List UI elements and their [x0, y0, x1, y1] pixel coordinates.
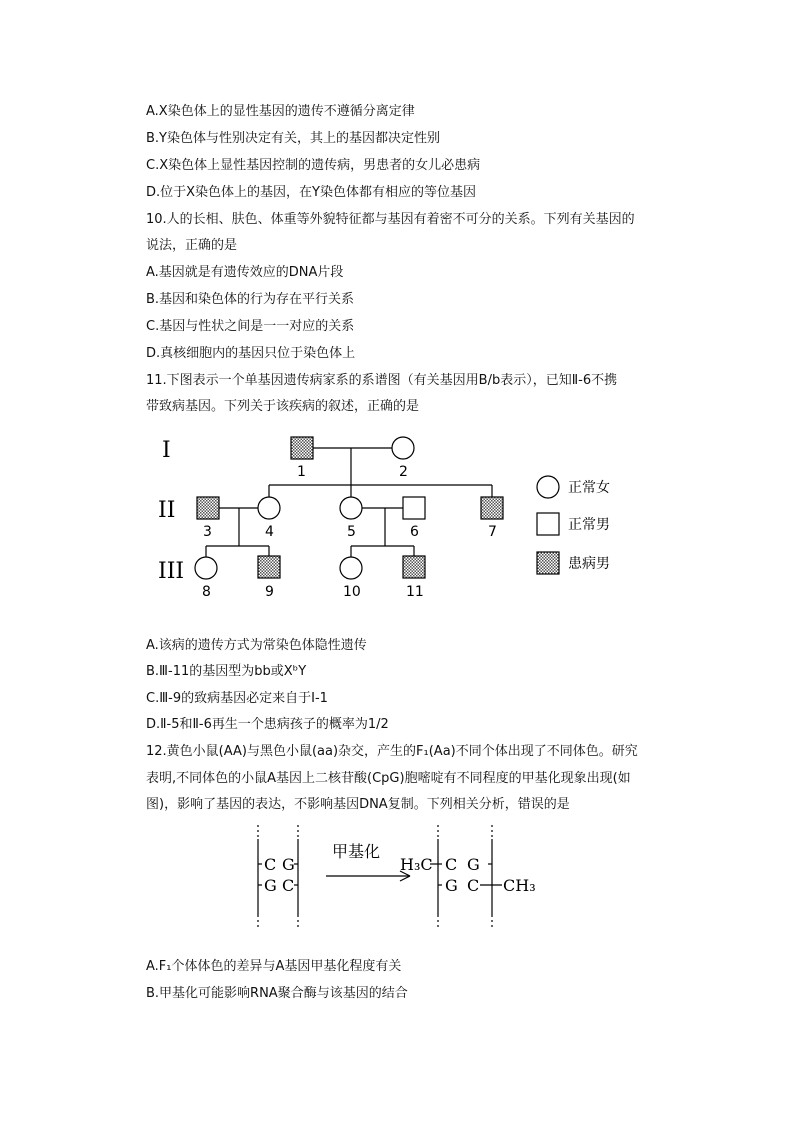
q12-stem-line2: 表明,不同体色的小鼠A基因上二核苷酸(CpG)胞嘧啶有不同程度的甲基化现象出现(如 [146, 771, 631, 786]
individual-number: 6 [410, 524, 419, 540]
individual-4-normal-female [258, 497, 280, 519]
q10-option-a: A.基因就是有遗传效应的DNA片段 [146, 265, 344, 280]
q9-option-c: C.X染色体上显性基因控制的遗传病，男患者的女儿必患病 [146, 158, 481, 173]
individual-number: 1 [297, 464, 306, 480]
individual-9-affected-male [258, 556, 280, 578]
q10-stem-line2: 说法，正确的是 [146, 238, 238, 253]
methylation-diagram [240, 825, 560, 930]
methyl-group-label: CH₃ [503, 876, 536, 895]
q12-stem-line3: 图)，影响了基因的表达，不影响基因DNA复制。下列相关分析，错误的是 [146, 797, 570, 812]
q10-stem-line1: 10.人的长相、肤色、体重等外貌特征都与基因有着密不可分的关系。下列有关基因的 [146, 212, 635, 227]
individual-number: 10 [343, 584, 361, 600]
base-g: G [282, 855, 295, 874]
individual-number: 3 [203, 524, 212, 540]
gen-label-1: I [162, 438, 171, 463]
base-g: G [264, 876, 277, 895]
base-g: G [467, 855, 480, 874]
base-c: C [264, 855, 277, 874]
base-c: C [445, 855, 458, 874]
pedigree-chart [140, 425, 640, 605]
q9-option-b: B.Y染色体与性别决定有关，其上的基因都决定性别 [146, 131, 440, 146]
q12-option-b: B.甲基化可能影响RNA聚合酶与该基因的结合 [146, 986, 408, 1001]
individual-number: 5 [347, 524, 356, 540]
q11-option-d: D.Ⅱ-5和Ⅱ-6再生一个患病孩子的概率为1/2 [146, 717, 389, 732]
q10-option-b: B.基因和染色体的行为存在平行关系 [146, 292, 355, 307]
individual-1-affected-male [291, 437, 313, 459]
individual-7-affected-male [481, 497, 503, 519]
individual-11-affected-male [403, 556, 425, 578]
individual-10-normal-female [340, 557, 362, 579]
legend-affected-male-label: 患病男 [568, 556, 610, 572]
individual-number: 4 [265, 524, 274, 540]
q9-option-a: A.X染色体上的显性基因的遗传不遵循分离定律 [146, 104, 415, 119]
q9-option-d: D.位于X染色体上的基因，在Y染色体都有相应的等位基因 [146, 185, 476, 200]
individual-number: 9 [265, 584, 274, 600]
individual-number: 2 [399, 464, 408, 480]
legend-affected-male-symbol [537, 552, 559, 574]
q11-option-c: C.Ⅲ-9的致病基因必定来自于Ⅰ-1 [146, 691, 328, 706]
q11-stem-line2: 带致病基因。下列关于该疾病的叙述，正确的是 [146, 399, 420, 414]
methyl-group-label: H₃C [400, 855, 433, 874]
individual-number: 8 [202, 584, 211, 600]
individual-3-affected-male [197, 497, 219, 519]
q12-stem-line1: 12.黄色小鼠(AA)与黑色小鼠(aa)杂交，产生的F₁(Aa)不同个体出现了不同体色。研究 [146, 744, 638, 759]
gen-label-3: III [158, 559, 185, 584]
q12-option-a: A.F₁个体体色的差异与A基因甲基化程度有关 [146, 959, 402, 974]
gen-label-2: II [158, 498, 176, 523]
legend-normal-male-symbol [537, 513, 559, 535]
methylation-arrow-label: 甲基化 [332, 842, 381, 861]
base-g: G [445, 876, 458, 895]
individual-8-normal-female [195, 557, 217, 579]
legend-normal-female-symbol [537, 476, 559, 498]
q10-option-c: C.基因与性状之间是一一对应的关系 [146, 319, 355, 334]
q11-option-b: B.Ⅲ-11的基因型为bb或XᵇY [146, 664, 307, 679]
q10-option-d: D.真核细胞内的基因只位于染色体上 [146, 346, 356, 361]
q11-option-a: A.该病的遗传方式为常染色体隐性遗传 [146, 638, 367, 653]
individual-2-normal-female [392, 437, 414, 459]
individual-number: 7 [488, 524, 497, 540]
base-c: C [282, 876, 295, 895]
individual-6-normal-male [403, 497, 425, 519]
legend-normal-female-label: 正常女 [568, 480, 610, 496]
individual-number: 11 [406, 584, 424, 600]
base-c: C [467, 876, 480, 895]
legend-normal-male-label: 正常男 [568, 517, 610, 533]
q11-stem-line1: 11.下图表示一个单基因遗传病家系的系谱图（有关基因用B/b表示），已知Ⅱ-6不携 [146, 373, 618, 388]
individual-5-normal-female [340, 497, 362, 519]
